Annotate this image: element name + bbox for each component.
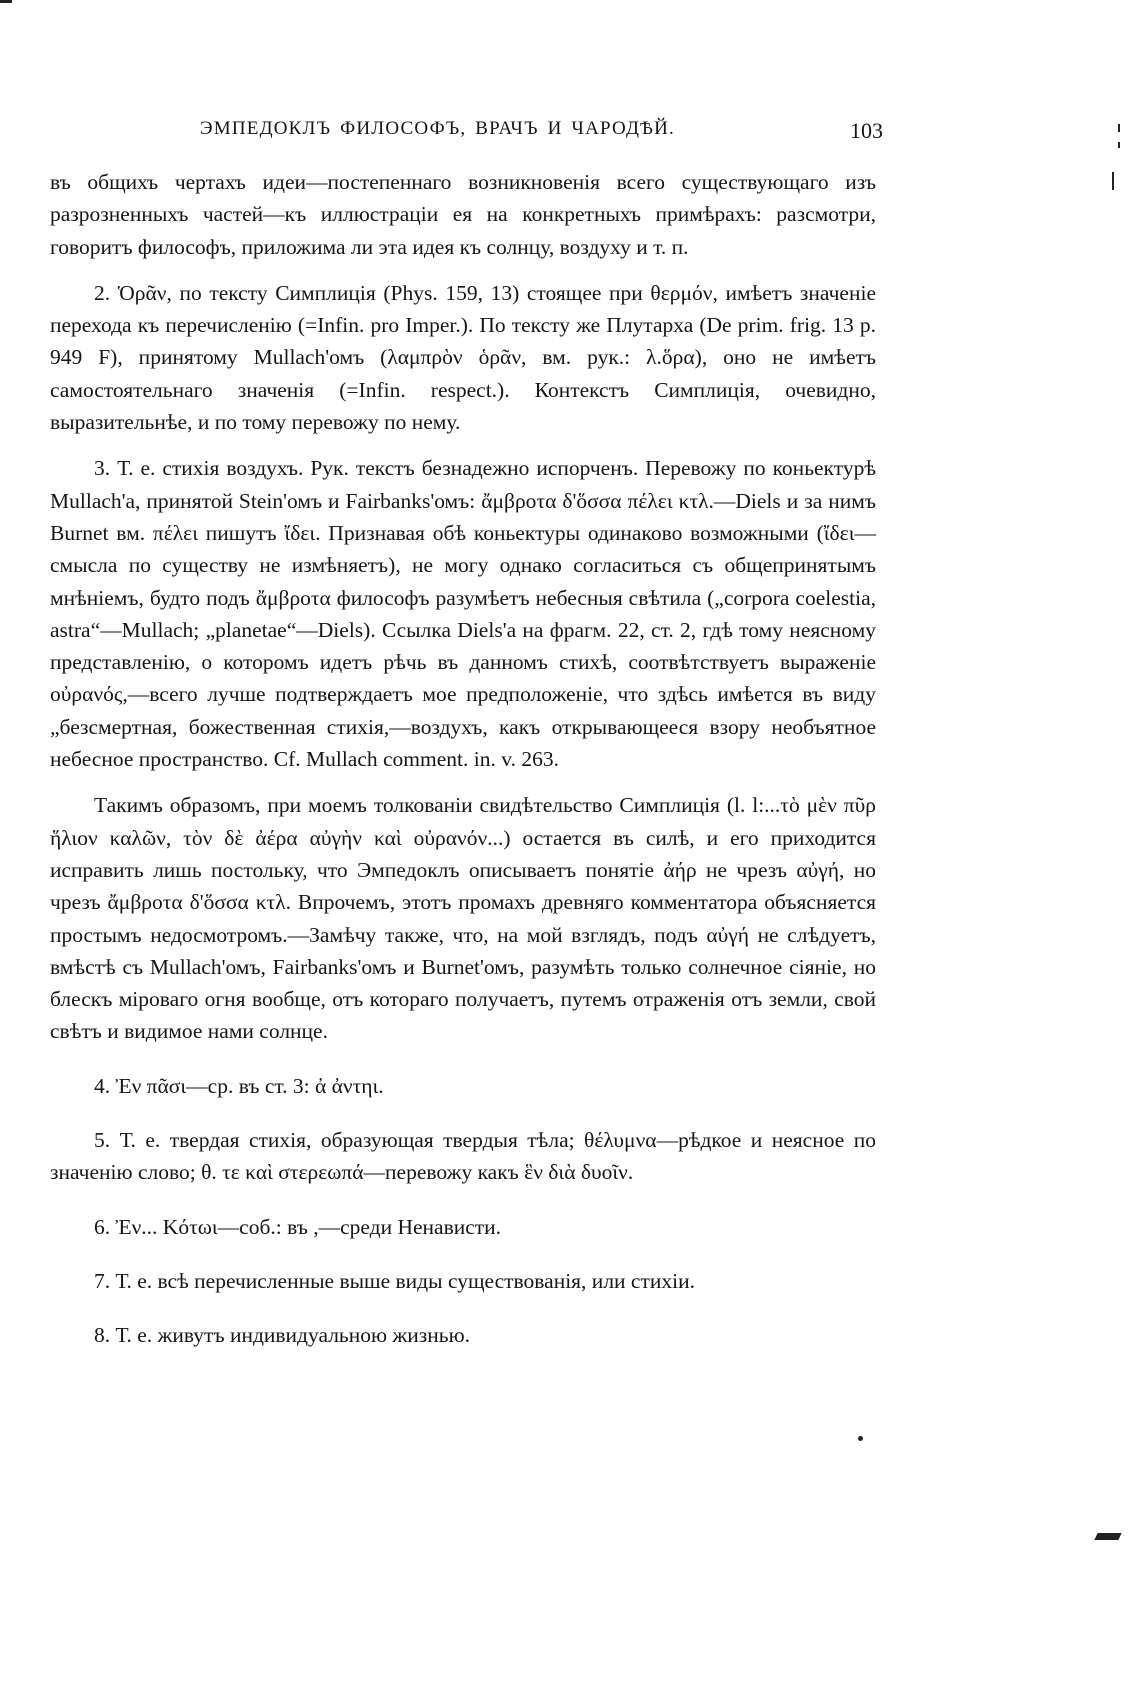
note-6: 6. Ἐν... Κότωι—соб.: въ ,—среди Ненависти. [94, 1214, 502, 1239]
note-2: 2. Ὁρᾶν, по тексту Симплиція (Phys. 159, 13) стоящее при θερμόν, имѣетъ значеніе перехода къ перечисленію (=Infin. pro Imper.). По тексту же Плутарха (De prim. frig. 13 p. 949 F), принятому Mullach'омъ (λαμπρὸν ὁρᾶν, вм. рук.: λ.ὅρα), оно не имѣетъ самостоятельнаго значенія (=Infin. respect.). Контекстъ Симплиція, очевидно, выразительнѣе, и по тому перевожу по нему. [50, 280, 876, 435]
paragraph-continuation: въ общихъ чертахъ идеи—постепеннаго возникновенія всего существующаго изъ разрозненныхъ частей—къ иллюстраціи ея на конкретныхъ примѣрахъ: разсмотри, говоритъ философъ, приложима ли эта идея къ солнцу, воздуху и т. п. [50, 170, 876, 259]
running-title: ЭМПЕДОКЛЪ ФИЛОСОФЪ, ВРАЧЪ И ЧАРОДѢЙ. [200, 118, 675, 139]
page-body [50, 166, 876, 1352]
note-7: 7. Т. е. всѣ перечисленные выше виды существованія, или стихіи. [94, 1268, 695, 1293]
paragraph-conclusion: Такимъ образомъ, при моемъ толкованіи свидѣтельство Симплиція (l. l:...τὸ μὲν πῦρ ἥλιον καλῶν, τὸν δὲ ἀέρα αὐγὴν καὶ οὐρανόν...) остается въ силѣ, и его приходится исправить лишь постольку, что Эмпедоклъ описываетъ понятіе ἀήρ не чрезъ αὐγή, но чрезъ ἄμβροτα δ'ὅσσα κτλ. Впрочемъ, этотъ промахъ древняго комментатора объясняется простымъ недосмотромъ.—Замѣчу также, что, на мой взглядъ, подъ αὐγή не слѣдуетъ, вмѣстѣ съ Mullach'омъ, Fairbanks'омъ и Burnet'омъ, разумѣть только солнечное сіяніе, но блескъ міроваго огня вообще, отъ котораго получаетъ, путемъ отраженія отъ земли, свой свѣтъ и видимое нами солнце. [50, 793, 876, 1044]
scan-mark-dot [858, 1436, 863, 1441]
note-8: 8. Т. е. живутъ индивидуальною жизнью. [94, 1323, 471, 1348]
scan-mark-right-1 [1118, 124, 1120, 132]
scan-mark-top-left [0, 0, 12, 3]
scan-mark-right-2 [1118, 142, 1120, 148]
scan-mark-right-3 [1112, 172, 1114, 190]
page-number: 103 [850, 118, 883, 143]
scan-mark-bottom-right [1094, 1533, 1121, 1540]
note-4: 4. Ἐν πᾶσι—ср. въ ст. 3: ἀ ἀντηι. [94, 1073, 384, 1098]
page-header [200, 118, 883, 148]
note-5: 5. Т. е. твердая стихія, образующая твердыя тѣла; θέλυμνα—рѣдкое и неясное по значенію слово; θ. τε καὶ στερεωπά—перевожу какъ ἓν διὰ δυοῖν. [50, 1128, 876, 1185]
note-3: 3. Т. е. стихія воздухъ. Рук. текстъ безнадежно испорченъ. Перевожу по коньектурѣ Mullach'a, принятой Stein'омъ и Fairbanks'омъ: ἄμβροτα δ'ὅσσα πέλει κτλ.—Diels и за нимъ Burnet вм. πέλει пишутъ ἴδει. Признавая обѣ коньектуры одинаково возможными (ἴδει—смысла по существу не измѣняетъ), не могу однако согласиться съ общепринятымъ мнѣніемъ, будто подъ ἄμβροτα философъ разумѣетъ небесныя свѣтила („corpora coelestia, astra“—Mullach; „planetae“—Diels). Ссылка Diels'a на фрагм. 22, ст. 2, гдѣ тому неясному представленію, о которомъ идетъ рѣчь въ данномъ стихѣ, соотвѣтствуетъ выраженіе οὐρανός,—всего лучше подтверждаетъ мое предположеніе, что здѣсь имѣется въ виду „безсмертная, божественная стихія,—воздухъ, какъ открывающееся взору необъятное небесное пространство. Cf. Mullach comment. in. v. 263. [50, 456, 876, 772]
